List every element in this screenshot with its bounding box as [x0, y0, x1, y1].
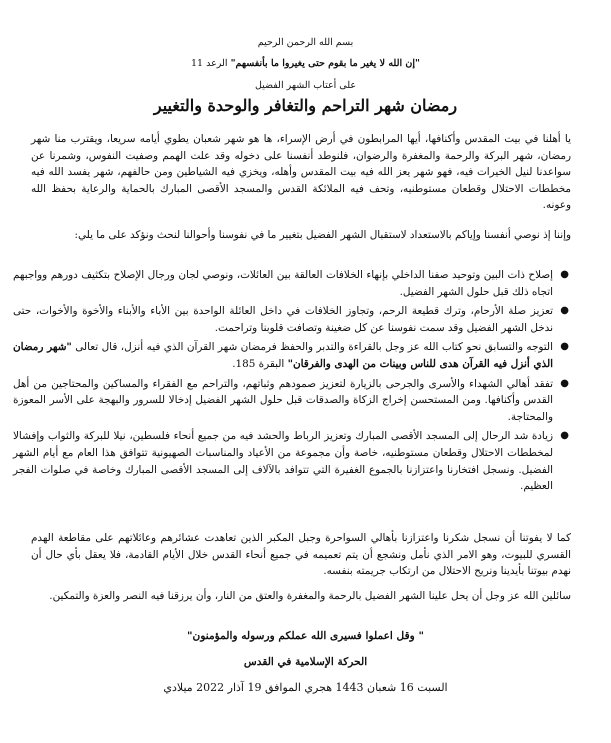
bullet-icon: ● — [560, 305, 569, 317]
prayer-paragraph: سائلين الله عز وجل أن يحل علينا الشهر الفضيل بالرحمة والمغفرة والعتق من النار، وأن يرزقنا فيه النصر والعزة والتمكين. — [49, 590, 571, 602]
list-item — [13, 428, 569, 494]
call-paragraph: وإننا إذ نوصي أنفسنا وإياكم بالاستعداد لاستقبال الشهر الفضيل بتغيير ما في نفوسنا وأحوالنا لنحث ونؤكد على ما يلي: — [74, 229, 571, 241]
bullet-icon: ● — [560, 341, 569, 353]
list-item — [13, 303, 569, 336]
quran-quote-line — [0, 58, 611, 69]
bullet-icon: ● — [560, 269, 569, 280]
bullet-icon: ● — [560, 377, 569, 389]
quran-reference: الرعد 11 — [191, 58, 228, 69]
list-item-text: زيادة شد الرحال إلى المسجد الأقصى المبارك وتعزيز الرباط والحشد فيه من جميع أنحاء فلسطين، نيلا للبركة والثواب وإفشالا لمخططات الاحتلال وقطعان مستوطنيه، خاصة وأن مجموعة من الأعياد والمناسبات الصهيونية تتوافق هذا العام مع أيام الشهر الفضيل. ونسجل افتخارنا واعتزازنا بالجموع الغفيرة التي تتوافد بالآلاف إلى المسجد الأقصى المبارك وخاصة في صلوات الفجر العظيم. — [13, 430, 553, 493]
list-item — [13, 376, 569, 426]
organization-signature: الحركة الإسلامية في القدس — [243, 656, 368, 668]
document-title: رمضان شهر التراحم والتغافر والوحدة والتغيير — [153, 96, 458, 115]
basmala: بسم الله الرحمن الرحيم — [257, 37, 354, 48]
list-item-text: تعزيز صلة الأرحام، وترك قطيعة الرحم، وتجاوز الخلافات في داخل العائلة الواحدة بين الأباء والأبناء والأخوة والأخوات، حتى ندخل الشهر الفضيل وقد سمت نفوسنا عن كل ضغينة وتصافت قلوبنا وتراحمت. — [13, 305, 553, 334]
list-item — [13, 267, 569, 300]
list-item-text: إصلاح ذات البين وتوحيد صفنا الداخلي بإنهاء الخلافات العالقة بين العائلات، ونوصي لجان ورجال الإصلاح بتكثيف دورهم وواجبهم اتجاه ذلك قبل حلول الشهر الفضيل. — [13, 269, 553, 298]
recommendations-list — [13, 267, 571, 498]
intro-paragraph: يا أهلنا في بيت المقدس وأكنافها، أيها المرابطون في أرض الإسراء، ها هو شهر شعبان يطوي أيامه سريعا، ويقترب منا شهر رمضان، شهر البركة والرحمة والمغفرة والرضوان، فلنوطد أنفسنا على دخوله وقد علت الهمم وصفيت النفوس، وشمرنا عن سواعدنا لنيل الخيرات فيه، فهو شهر يعز الله فيه بيت المقدس وأهله، ويخزي فيه الشياطين ومن حالفهم، شهر يفسد الله فيه مخططات الاحتلال وقطعان مستوطنيه، وتحف فيه الملائكة القدس والمسجد الأقصى المبارك بالحماية والرعاية بحفظ الله وعونه. — [31, 133, 571, 212]
document-date: السبت 16 شعبان 1443 هجري الموافق 19 آذار 2022 ميلادي — [163, 681, 448, 694]
bullet-icon: ● — [560, 430, 569, 442]
thanks-paragraph: كما لا يفوتنا أن نسجل شكرنا واعتزازنا بأهالي السواحرة وجبل المكبر الذين تعاهدت عشائرهم وعائلاتهم على مقاطعة الهدم القسري للبيوت، وهو الامر الذي نأمل ونشجع أن يتم تعميمه في جميع أنحاء القدس خلال الأيام القادمة، فلا يعقل بأي حال أن نهدم بيوتنا بأيدينا ونريح الاحتلال من ارتكاب جريمته بنفسه. — [31, 532, 571, 578]
list-item — [13, 339, 569, 372]
list-item-text: تفقد أهالي الشهداء والأسرى والجرحى بالزيارة لتعزيز صمودهم وثباتهم، والتراحم مع الفقراء والمساكين والمحتاجين من أهل القدس وأكنافها. ومن المستحسن إخراج الزكاة والصدقات قبل حلول الشهر الفضيل إدخالا للسرور والبهجة على الأسر المعوزة والمحتاجة. — [13, 377, 553, 423]
list-item-text: التوجه والتسابق نحو كتاب الله عز وجل بالقراءة والتدبر والحفظ فرمضان شهر القرآن الذي فيه أنزل، قال تعالى — [71, 341, 553, 354]
subtitle: على أعتاب الشهر الفضيل — [254, 80, 357, 91]
quran-quote: "إن الله لا يغير ما بقوم حتى يغيروا ما بأنفسهم" — [230, 58, 420, 69]
quran-verse: "شهر رمضان الذي أنزل فيه القرآن هدى للناس وبينات من الهدى والفرقان" — [13, 341, 553, 370]
verse-reference: البقرة 185. — [232, 357, 288, 370]
closing-quote: " وقل اعملوا فسيرى الله عملكم ورسوله والمؤمنون" — [187, 630, 424, 642]
